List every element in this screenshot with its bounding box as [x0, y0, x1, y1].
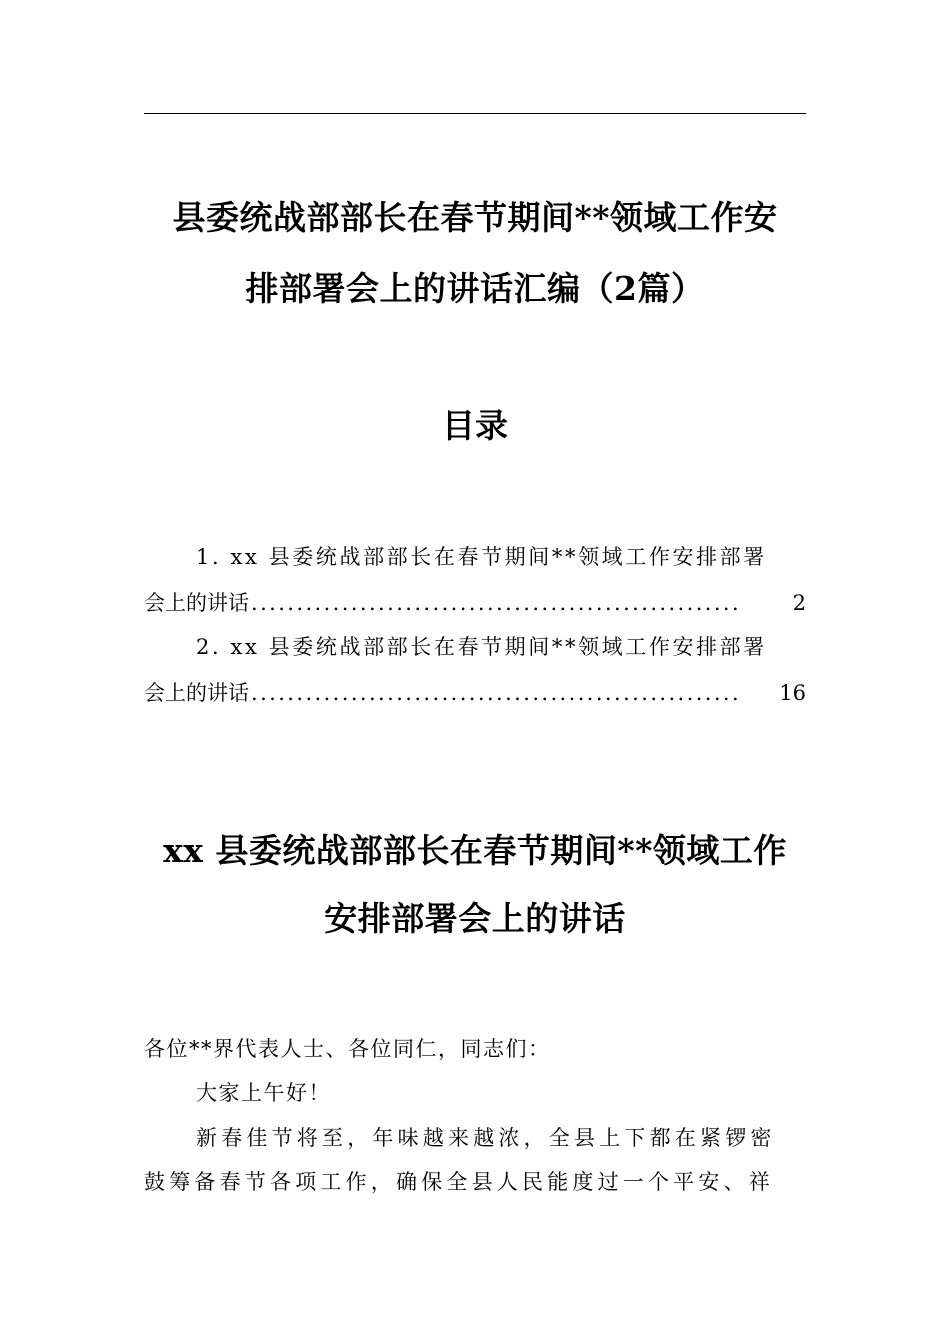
- speech-salutation: 各位**界代表人士、各位同仁，同志们：: [144, 1037, 551, 1061]
- toc-entry-2-leader: ......................................................: [251, 681, 742, 705]
- speech-paragraph-line-2: 鼓筹备春节各项工作，确保全县人民能度过一个平安、祥: [144, 1170, 774, 1194]
- toc-heading: 目录: [442, 406, 508, 445]
- toc-entry-1-leader: ......................................................: [251, 591, 742, 615]
- toc-entry-2[interactable]: [144, 681, 806, 705]
- speech-paragraph-line-1: 新春佳节将至，年味越来越浓，全县上下都在紧锣密: [196, 1126, 776, 1150]
- toc-entry-1-title-cont: 会上的讲话: [144, 591, 249, 615]
- speech-title-line-2: 安排部署会上的讲话: [324, 899, 626, 938]
- document-title-line-2: 排部署会上的讲话汇编（2篇）: [245, 269, 705, 308]
- speech-title-line-1: xx 县委统战部部长在春节期间**领域工作: [163, 831, 787, 870]
- toc-entry-1[interactable]: [144, 591, 806, 615]
- document-title-line-1: 县委统战部部长在春节期间**领域工作安: [172, 198, 778, 237]
- toc-entry-1-page: 2: [792, 591, 806, 615]
- toc-entry-2-title-cont: 会上的讲话: [144, 681, 249, 705]
- speech-greeting: 大家上午好！: [196, 1081, 331, 1105]
- header-rule: [144, 113, 806, 114]
- toc-entry-2-title[interactable]: 2. xx 县委统战部部长在春节期间**领域工作安排部署: [196, 635, 767, 659]
- toc-entry-2-page: 16: [779, 681, 806, 705]
- toc-entry-1-title[interactable]: 1. xx 县委统战部部长在春节期间**领域工作安排部署: [196, 545, 767, 569]
